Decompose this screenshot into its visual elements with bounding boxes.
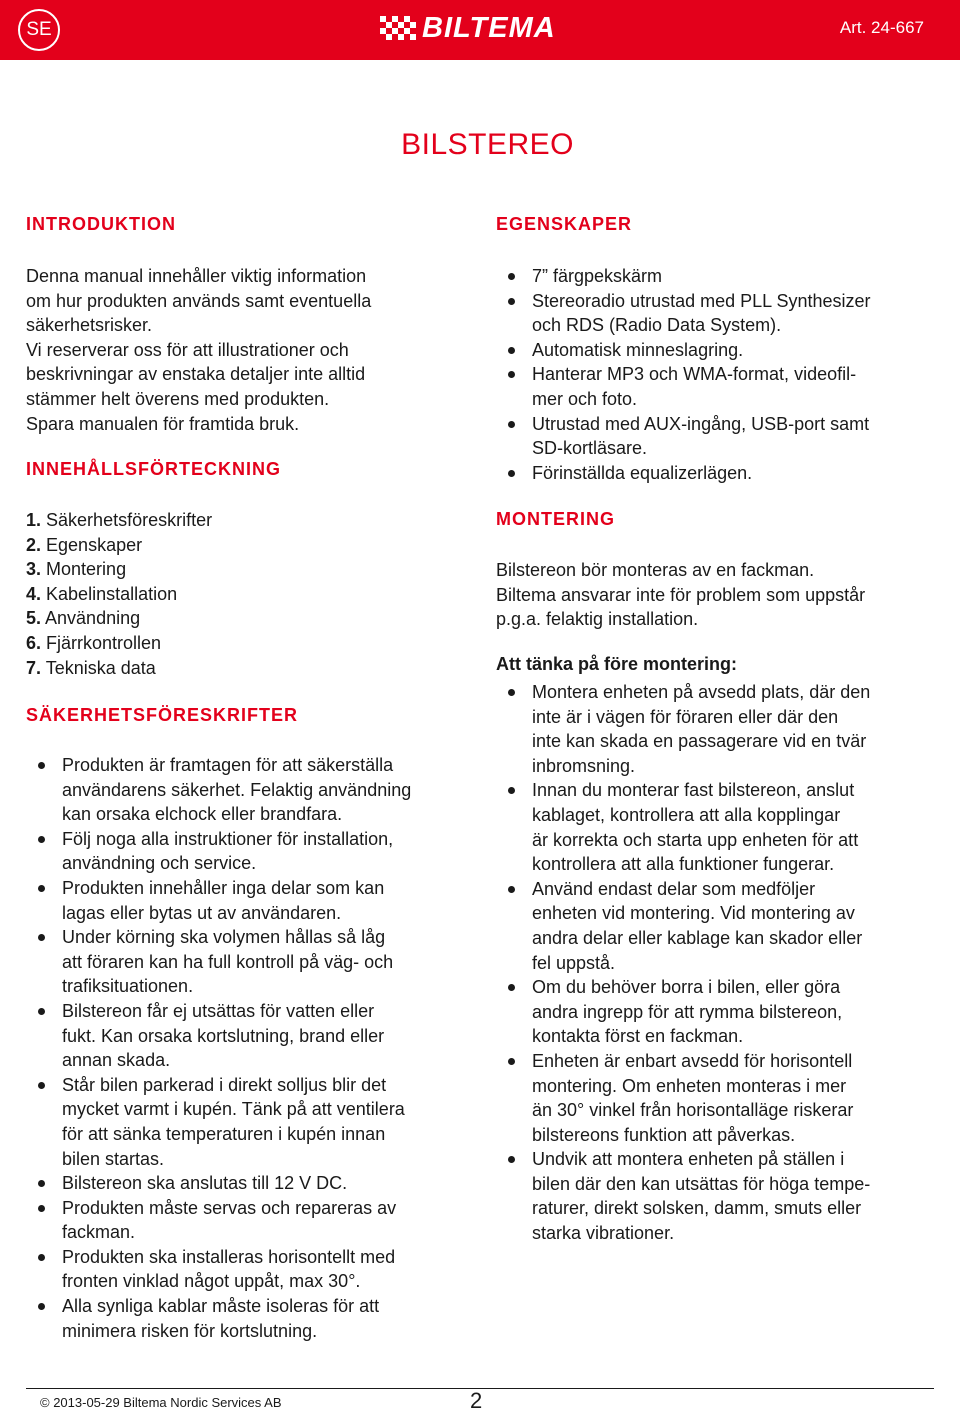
toc-item-label: Användning — [45, 608, 141, 629]
list-item — [496, 877, 870, 975]
text-line: Bilstereon bör monteras av en fackman. — [496, 560, 815, 580]
list-item-line: Om du behöver borra i bilen, eller göra — [532, 977, 841, 998]
bullet-icon — [38, 934, 45, 941]
list-item — [26, 827, 411, 876]
safety-list — [26, 753, 411, 1343]
list-item-line: montering. Om enheten monteras i mer — [532, 1075, 847, 1096]
text-line: p.g.a. felaktig installation. — [496, 609, 699, 630]
toc-item — [26, 508, 212, 533]
bullet-icon — [508, 787, 515, 794]
list-item-line: Stereoradio utrustad med PLL Synthesizer — [532, 290, 871, 311]
list-item — [496, 1147, 870, 1245]
list-item — [26, 1294, 411, 1343]
list-item-line: att föraren kan ha full kontroll på väg- och — [62, 951, 394, 972]
list-item-line: användarens säkerhet. Felaktig användning — [62, 779, 412, 800]
list-item-line: kablaget, kontrollera att alla kopplingar — [532, 804, 841, 825]
toc-item — [26, 582, 212, 607]
list-item-line: mer och foto. — [532, 388, 638, 409]
text-line: om hur produkten används samt eventuella — [26, 290, 372, 311]
list-item-line: fukt. Kan orsaka kortslutning, brand eller — [62, 1025, 385, 1046]
list-item-line: inbromsning. — [532, 755, 636, 776]
list-item-line: starka vibrationer. — [532, 1223, 675, 1244]
list-item-line: enheten vid montering. Vid montering av — [532, 903, 855, 924]
list-item-line: bilen där den kan utsättas för höga tempe- — [532, 1173, 871, 1194]
bullet-icon — [508, 470, 515, 477]
language-badge: SE — [18, 9, 60, 51]
list-item-line: Hanterar MP3 och WMA-format, videofil- — [532, 364, 857, 385]
list-item-line: Innan du monterar fast bilstereon, anslut — [532, 780, 855, 801]
bullet-icon — [38, 1008, 45, 1015]
toc-item-number: 5. — [26, 608, 42, 629]
text-line: beskrivningar av enstaka detaljer inte alltid — [26, 364, 366, 385]
bullet-icon — [38, 1254, 45, 1261]
toc-item — [26, 656, 212, 681]
bullet-icon — [508, 273, 515, 280]
list-item-line: fel uppstå. — [532, 952, 616, 973]
bullet-icon — [38, 1180, 45, 1187]
bullet-icon — [508, 1058, 515, 1065]
toc-item — [26, 557, 212, 582]
toc-item-label: Säkerhetsföreskrifter — [46, 510, 213, 530]
toc-item — [26, 631, 212, 656]
text-line: Denna manual innehåller viktig information — [26, 266, 367, 286]
list-item-line: fackman. — [62, 1222, 136, 1243]
text-line: säkerhetsrisker. — [26, 315, 153, 336]
toc-item-number: 2. — [26, 534, 42, 555]
list-item — [26, 753, 411, 827]
bullet-icon — [508, 984, 515, 991]
intro-heading: INTRODUKTION — [26, 214, 176, 234]
table-of-contents — [26, 508, 212, 680]
toc-item — [26, 606, 212, 631]
bullet-icon — [508, 298, 515, 305]
toc-item-number: 3. — [26, 559, 42, 580]
safety-heading: SÄKERHETSFÖRESKRIFTER — [26, 705, 299, 725]
list-item-line: andra delar eller kablage kan skador eller — [532, 927, 863, 948]
intro-text — [26, 264, 446, 436]
list-item — [26, 876, 411, 925]
text-line: Biltema ansvarar inte för problem som uppstår — [496, 584, 866, 605]
toc-item-number: 6. — [26, 632, 42, 653]
mounting-subheading: Att tänka på före montering: — [496, 654, 738, 674]
list-item-line: Bilstereon ska anslutas till 12 V DC. — [62, 1173, 348, 1194]
bullet-icon — [38, 836, 45, 843]
toc-item — [26, 533, 212, 558]
list-item — [496, 362, 871, 411]
list-item-line: Använd endast delar som medföljer — [532, 878, 816, 899]
toc-item-number: 1. — [26, 510, 42, 530]
list-item-line: Förinställda equalizerlägen. — [532, 462, 753, 483]
list-item-line: Produkten är framtagen för att säkerställa — [62, 755, 394, 775]
toc-item-number: 7. — [26, 657, 42, 678]
brand-name: BILTEMA — [422, 12, 556, 44]
copyright-text: © 2013-05-29 Biltema Nordic Services AB — [40, 1395, 282, 1410]
list-item-line: än 30° vinkel från horisontalläge riskerar — [532, 1100, 854, 1121]
list-item — [26, 1171, 411, 1196]
mounting-text — [496, 558, 936, 632]
list-item-line: Står bilen parkerad i direkt solljus blir det — [62, 1074, 387, 1095]
list-item — [496, 1049, 870, 1147]
list-item-line: minimera risken för kortslutning. — [62, 1320, 318, 1341]
list-item-line: kontakta först en fackman. — [532, 1026, 744, 1047]
list-item — [26, 925, 411, 999]
toc-item-label: Kabelinstallation — [46, 583, 178, 604]
list-item-line: kontrollera att alla funktioner fungerar. — [532, 854, 835, 875]
list-item-line: annan skada. — [62, 1050, 171, 1071]
list-item — [496, 412, 871, 461]
toc-item-label: Fjärrkontrollen — [46, 632, 162, 653]
bullet-icon — [508, 689, 515, 696]
list-item — [26, 1196, 411, 1245]
list-item-line: Produkten måste servas och repareras av — [62, 1197, 397, 1218]
bullet-icon — [38, 762, 45, 769]
list-item-line: fronten vinklad något uppåt, max 30°. — [62, 1271, 361, 1292]
checkered-flag-icon — [380, 16, 418, 44]
list-item-line: användning och service. — [62, 853, 257, 874]
toc-item-label: Tekniska data — [45, 657, 156, 678]
text-line: Spara manualen för framtida bruk. — [26, 413, 300, 434]
toc-item-label: Egenskaper — [46, 534, 143, 555]
list-item-line: raturer, direkt solsken, damm, smuts eller — [532, 1198, 862, 1219]
list-item-line: andra ingrepp för att rymma bilstereon, — [532, 1001, 843, 1022]
list-item-line: är korrekta och starta upp enheten för att — [532, 829, 859, 850]
list-item-line: Bilstereon får ej utsättas för vatten eller — [62, 1000, 375, 1021]
bullet-icon — [38, 1303, 45, 1310]
mounting-heading: MONTERING — [496, 509, 615, 529]
list-item — [26, 1245, 411, 1294]
list-item-line: Produkten innehåller inga delar som kan — [62, 877, 385, 898]
list-item-line: Alla synliga kablar måste isoleras för att — [62, 1296, 380, 1317]
text-line: stämmer helt överens med produkten. — [26, 388, 330, 409]
header-bar — [0, 0, 960, 60]
list-item-line: 7” färgpekskärm — [532, 266, 663, 286]
list-item-line: mycket varmt i kupén. Tänk på att ventilera — [62, 1099, 405, 1120]
list-item-line: trafiksituationen. — [62, 976, 194, 997]
list-item — [496, 461, 871, 486]
page-number: 2 — [470, 1388, 483, 1413]
mounting-list — [496, 680, 870, 1246]
list-item — [496, 338, 871, 363]
list-item-line: Montera enheten på avsedd plats, där den — [532, 682, 871, 702]
bullet-icon — [508, 421, 515, 428]
list-item-line: bilstereons funktion att påverkas. — [532, 1124, 796, 1145]
list-item — [26, 1073, 411, 1171]
list-item — [496, 778, 870, 876]
bullet-icon — [508, 886, 515, 893]
list-item-line: Undvik att montera enheten på ställen i — [532, 1149, 845, 1170]
list-item-line: för att sänka temperaturen i kupén innan — [62, 1123, 386, 1144]
article-number: Art. 24-667 — [839, 18, 924, 37]
toc-item-label: Montering — [46, 559, 127, 580]
list-item-line: bilen startas. — [62, 1148, 165, 1169]
toc-heading: INNEHÅLLSFÖRTECKNING — [26, 459, 281, 479]
document-title: BILSTEREO — [401, 128, 574, 161]
toc-item-number: 4. — [26, 583, 42, 604]
list-item — [496, 975, 870, 1049]
list-item — [496, 264, 871, 289]
bullet-icon — [508, 371, 515, 378]
list-item-line: Enheten är enbart avsedd för horisontell — [532, 1050, 853, 1071]
list-item-line: Under körning ska volymen hållas så låg — [62, 927, 386, 948]
list-item-line: kan orsaka elchock eller brandfara. — [62, 804, 343, 825]
list-item-line: och RDS (Radio Data System). — [532, 315, 782, 336]
features-heading: EGENSKAPER — [496, 214, 633, 234]
list-item-line: lagas eller bytas ut av användaren. — [62, 902, 342, 923]
features-list — [496, 264, 871, 485]
bullet-icon — [508, 347, 515, 354]
list-item-line: SD-kortläsare. — [532, 438, 648, 459]
list-item-line: inte är i vägen för föraren eller där den — [532, 706, 839, 727]
bullet-icon — [508, 1156, 515, 1163]
list-item — [26, 999, 411, 1073]
list-item-line: Produkten ska installeras horisontellt med — [62, 1246, 396, 1267]
list-item-line: Följ noga alla instruktioner för installation, — [62, 828, 394, 849]
list-item — [496, 680, 870, 778]
bullet-icon — [38, 885, 45, 892]
list-item-line: inte kan skada en passagerare vid en tvär — [532, 731, 867, 752]
list-item-line: Automatisk minneslagring. — [532, 339, 744, 360]
list-item — [496, 289, 871, 338]
list-item-line: Utrustad med AUX-ingång, USB-port samt — [532, 413, 870, 434]
bullet-icon — [38, 1082, 45, 1089]
text-line: Vi reserverar oss för att illustrationer och — [26, 339, 349, 360]
bullet-icon — [38, 1205, 45, 1212]
